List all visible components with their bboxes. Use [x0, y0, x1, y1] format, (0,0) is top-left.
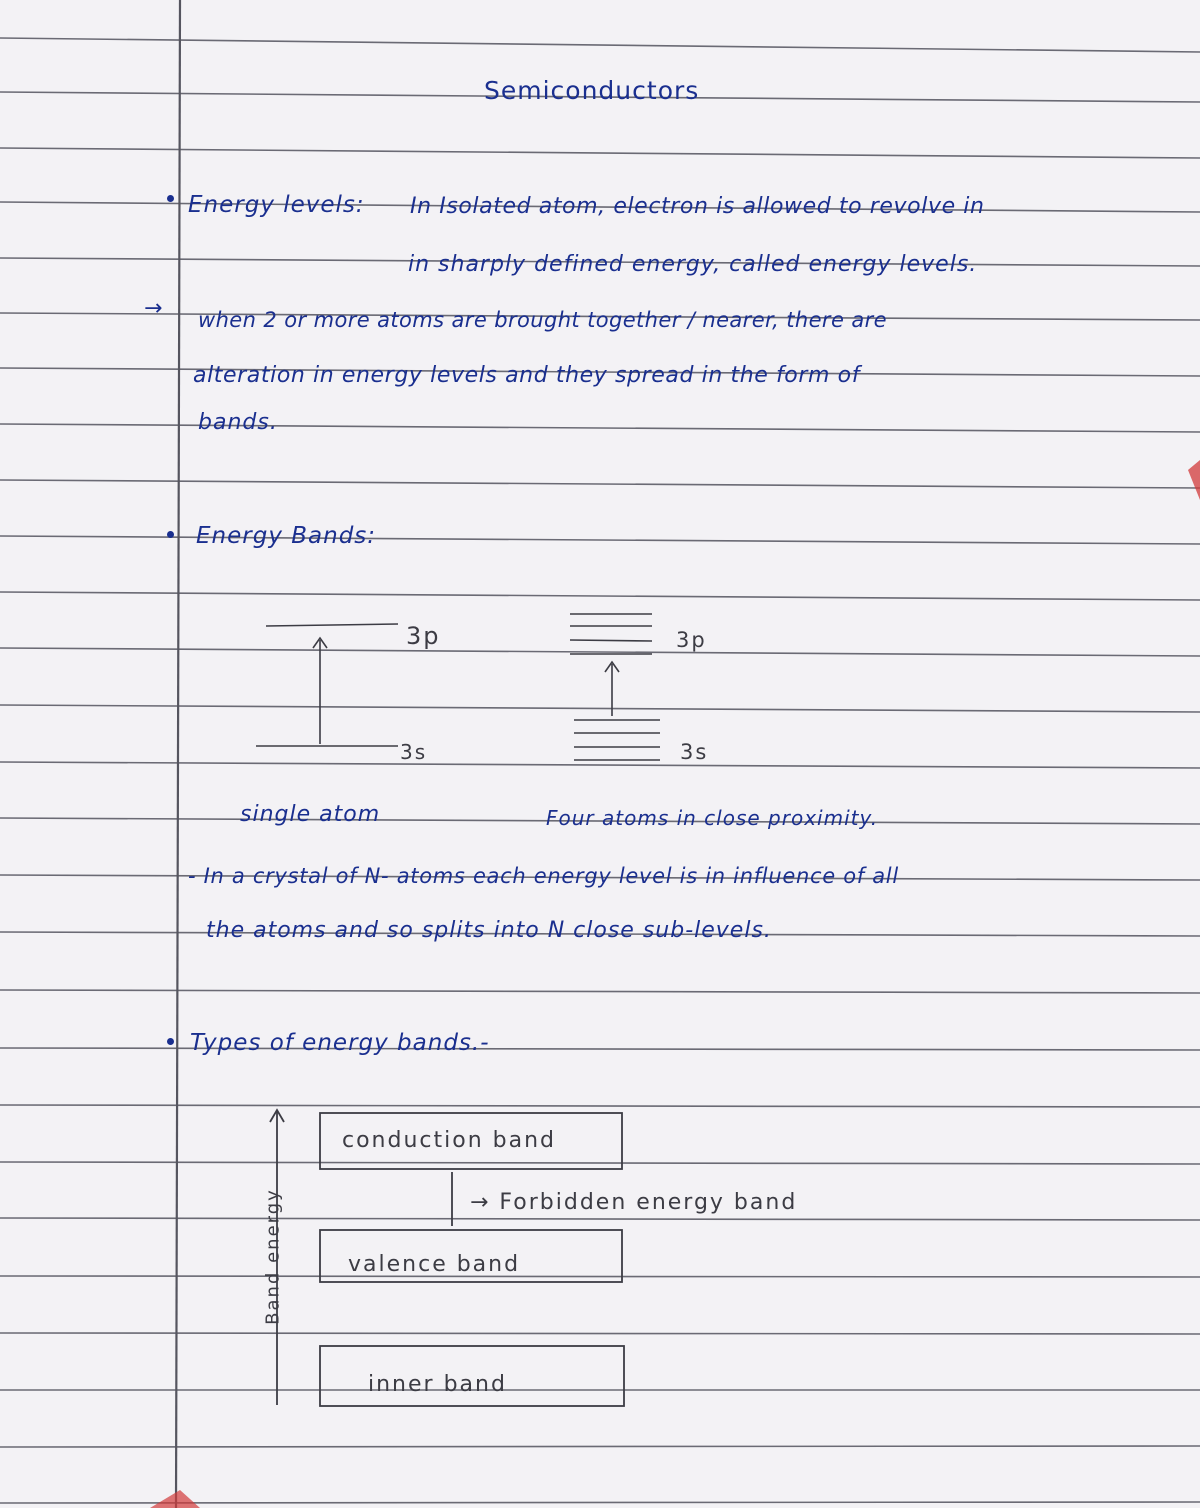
single-atom-3p-label: 3p: [406, 622, 441, 650]
bullet: [167, 1038, 174, 1045]
page-title: Semiconductors: [484, 76, 700, 105]
single-atom-3s-label: 3s: [400, 740, 428, 764]
four-atom-3p-label: 3p: [676, 628, 707, 652]
forbidden-band-label: → Forbidden energy band: [470, 1190, 798, 1215]
note-line-1: when 2 or more atoms are brought together / nearer, there are: [198, 308, 887, 332]
note-line-3: bands.: [198, 410, 278, 435]
conduction-band-label: conduction band: [342, 1128, 556, 1153]
band-energy-axis-label: Band energy: [262, 1188, 284, 1325]
energy-levels-line-1: In Isolated atom, electron is allowed to revolve in: [410, 194, 985, 219]
types-of-bands-heading: Types of energy bands.-: [190, 1030, 490, 1056]
energy-levels-line-2: in sharply defined energy, called energy levels.: [408, 252, 978, 277]
crystal-line-2: the atoms and so splits into N close sub-levels.: [206, 918, 772, 943]
energy-bands-heading: Energy Bands:: [196, 523, 377, 549]
four-atom-caption: Four atoms in close proximity.: [546, 806, 879, 830]
four-atom-3s-label: 3s: [680, 740, 709, 764]
bullet: [167, 531, 174, 538]
single-atom-caption: single atom: [240, 802, 381, 827]
valence-band-label: valence band: [348, 1252, 521, 1277]
crystal-line-1: - In a crystal of N- atoms each energy level is in influence of all: [188, 864, 899, 888]
energy-levels-heading: Energy levels:: [188, 192, 365, 218]
single-atom-level-diagram: [256, 624, 398, 746]
bullet: [167, 195, 174, 202]
right-arrow-icon: →: [144, 296, 163, 321]
four-atom-level-diagram: [570, 614, 660, 760]
note-line-2: alteration in energy levels and they spread in the form of: [193, 363, 861, 388]
inner-band-label: inner band: [368, 1372, 507, 1397]
